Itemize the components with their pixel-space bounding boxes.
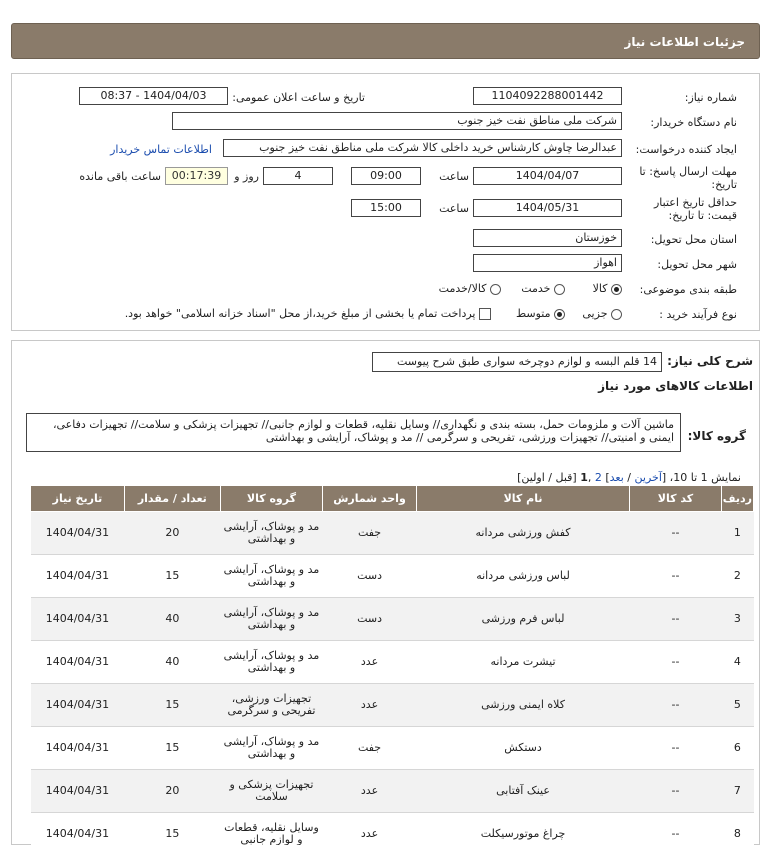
description-field: 14 قلم البسه و لوازم دوچرخه سواری طبق شرح پیوست [372,352,662,372]
cell-quantity: 15 [124,555,220,598]
cell-quantity: 40 [124,598,220,641]
cell-item-code: -- [630,684,722,727]
cell-unit: جفت [323,727,417,770]
table-row [31,598,754,641]
pagination-current-page: 1 [580,471,588,484]
deadline-time-label: ساعت [439,170,469,183]
cell-unit: جفت [323,512,417,555]
pagination-prefix: نمایش 1 تا 10، [ [661,471,741,484]
cell-row-number: 3 [721,598,753,641]
table-row [31,770,754,813]
cell-item-code: -- [630,512,722,555]
table-row [31,555,754,598]
cell-quantity: 15 [124,684,220,727]
cell-quantity: 15 [124,727,220,770]
table-row [31,727,754,770]
category-option-service[interactable]: خدمت [521,282,565,295]
cell-need-date: 1404/04/31 [31,598,125,641]
cell-unit: عدد [323,770,417,813]
cell-row-number: 8 [721,813,753,845]
radio-icon[interactable] [554,284,565,295]
cell-row-number: 4 [721,641,753,684]
deadline-date-field: 1404/04/07 [473,167,622,185]
goods-table [30,485,754,845]
cell-item-name: لباس فرم ورزشی [416,598,629,641]
validity-time-field: 15:00 [351,199,421,217]
cell-unit: عدد [323,641,417,684]
cell-unit: دست [323,598,417,641]
validity-date-field: 1404/05/31 [473,199,622,217]
cell-item-name: عینک آفتابی [416,770,629,813]
goods-group-label: گروه کالا: [687,429,746,443]
cell-quantity: 40 [124,641,220,684]
description-label: شرح کلی نیاز: [667,354,753,368]
column-header-item-name: نام کالا [416,486,629,512]
goods-info-title: اطلاعات کالاهای مورد نیاز [598,379,753,393]
category-option-goods[interactable]: کالا [593,282,622,295]
days-label: روز و [234,170,259,183]
cell-item-code: -- [630,813,722,845]
cell-goods-group: تجهیزات پزشکی و سلامت [220,770,322,813]
cell-quantity: 15 [124,813,220,845]
city-label: شهر محل تحویل: [657,258,737,271]
pagination-separator: , [587,471,595,484]
cell-item-code: -- [630,555,722,598]
validity-label: حداقل تاریخ اعتبار [653,196,737,209]
cell-item-code: -- [630,770,722,813]
treasury-payment-option[interactable]: پرداخت تمام یا بخشی از مبلغ خرید،از محل "اسناد خزانه اسلامی" خواهد بود. [125,307,491,320]
cell-unit: دست [323,555,417,598]
buyer-contact-link[interactable]: اطلاعات تماس خریدار [110,143,212,156]
province-field: خوزستان [473,229,622,247]
radio-icon[interactable] [611,309,622,320]
city-field: اهواز [473,254,622,272]
checkbox-icon[interactable] [479,308,491,320]
cell-need-date: 1404/04/31 [31,641,125,684]
page-header [11,23,760,59]
pagination [517,471,741,484]
remaining-time-label: ساعت باقی مانده [79,170,161,183]
buyer-org-field: شرکت ملی مناطق نفت خیز جنوب [172,112,622,130]
cell-need-date: 1404/04/31 [31,813,125,845]
cell-goods-group: مد و پوشاک، آرایشی و بهداشتی [220,641,322,684]
creator-label: ایجاد کننده درخواست: [635,143,737,156]
column-header-need-date: تاریخ نیاز [31,486,125,512]
need-number-field: 1104092288001442 [473,87,622,105]
deadline-label-date: تاریخ: [711,178,737,191]
column-header-row-number: ردیف [721,486,753,512]
cell-item-name: دستکش [416,727,629,770]
pagination-next-link[interactable]: بعد [609,471,624,484]
validity-time-label: ساعت [439,202,469,215]
pagination-separator: ] [601,471,610,484]
category-option-goods-service[interactable]: کالا/خدمت [439,282,501,295]
cell-quantity: 20 [124,770,220,813]
cell-need-date: 1404/04/31 [31,512,125,555]
request-info-panel [11,73,760,331]
cell-goods-group: مد و پوشاک، آرایشی و بهداشتی [220,555,322,598]
cell-need-date: 1404/04/31 [31,770,125,813]
announce-field: 1404/04/03 - 08:37 [79,87,228,105]
need-details-panel [11,340,760,845]
radio-selected-icon[interactable] [554,309,565,320]
buyer-org-label: نام دستگاه خریدار: [650,116,737,129]
process-option-minor[interactable]: جزیی [582,307,622,320]
radio-icon[interactable] [490,284,501,295]
cell-item-code: -- [630,641,722,684]
announce-label: تاریخ و ساعت اعلان عمومی: [232,91,365,104]
cell-goods-group: تجهیزات ورزشی، تفریحی و سرگرمی [220,684,322,727]
pagination-suffix: [قبل / اولین] [517,471,581,484]
cell-item-code: -- [630,727,722,770]
cell-row-number: 5 [721,684,753,727]
remaining-days-field: 4 [263,167,333,185]
cell-goods-group: وسایل نقلیه، قطعات و لوازم جانبی [220,813,322,845]
creator-field: عبدالرضا چاوش کارشناس خرید داخلی کالا شرکت ملی مناطق نفت خیز جنوب [223,139,622,157]
radio-selected-icon[interactable] [611,284,622,295]
cell-item-name: لباس ورزشی مردانه [416,555,629,598]
category-label: طبقه بندی موضوعی: [639,283,737,296]
cell-item-name: کلاه ایمنی ورزشی [416,684,629,727]
table-row [31,641,754,684]
cell-quantity: 20 [124,512,220,555]
pagination-last-link[interactable]: آخرین [634,471,662,484]
column-header-item-code: کد کالا [630,486,722,512]
cell-goods-group: مد و پوشاک، آرایشی و بهداشتی [220,598,322,641]
cell-unit: عدد [323,684,417,727]
process-option-medium[interactable]: متوسط [516,307,565,320]
deadline-time-field: 09:00 [351,167,421,185]
table-row [31,684,754,727]
cell-need-date: 1404/04/31 [31,555,125,598]
province-label: استان محل تحویل: [650,233,737,246]
cell-unit: عدد [323,813,417,845]
need-number-label: شماره نیاز: [684,91,737,104]
table-header-row [31,486,754,512]
cell-goods-group: مد و پوشاک، آرایشی و بهداشتی [220,512,322,555]
page-title: جزئیات اطلاعات نیاز [624,35,745,49]
cell-need-date: 1404/04/31 [31,684,125,727]
goods-group-field: ماشین آلات و ملزومات حمل، بسته بندی و نگهداری// وسایل نقلیه، قطعات و لوازم جانبی// تجهیزات پزشکی و سلامت// تجهیزات دفاعی، ایمنی و امنیتی// تجهیزات ورزشی، تفریحی و سرگرمی // مد و پوشاک، آرایشی و بهداشتی [26,413,681,452]
cell-row-number: 2 [721,555,753,598]
table-row [31,813,754,845]
process-label: نوع فرآیند خرید : [659,308,737,321]
cell-item-name: تیشرت مردانه [416,641,629,684]
table-row [31,512,754,555]
cell-item-name: چراغ موتورسیکلت [416,813,629,845]
cell-need-date: 1404/04/31 [31,727,125,770]
cell-row-number: 7 [721,770,753,813]
column-header-goods-group: گروه کالا [220,486,322,512]
validity-label-date: قیمت: تا تاریخ: [668,209,737,222]
pagination-page-2-link[interactable]: 2 [594,471,602,484]
column-header-quantity: تعداد / مقدار [124,486,220,512]
cell-item-name: کفش ورزشی مردانه [416,512,629,555]
cell-row-number: 1 [721,512,753,555]
remaining-time-field: 00:17:39 [165,167,228,185]
deadline-label: مهلت ارسال پاسخ: تا [639,165,737,178]
cell-row-number: 6 [721,727,753,770]
pagination-separator: / [623,471,635,484]
cell-item-code: -- [630,598,722,641]
cell-goods-group: مد و پوشاک، آرایشی و بهداشتی [220,727,322,770]
column-header-unit: واحد شمارش [323,486,417,512]
